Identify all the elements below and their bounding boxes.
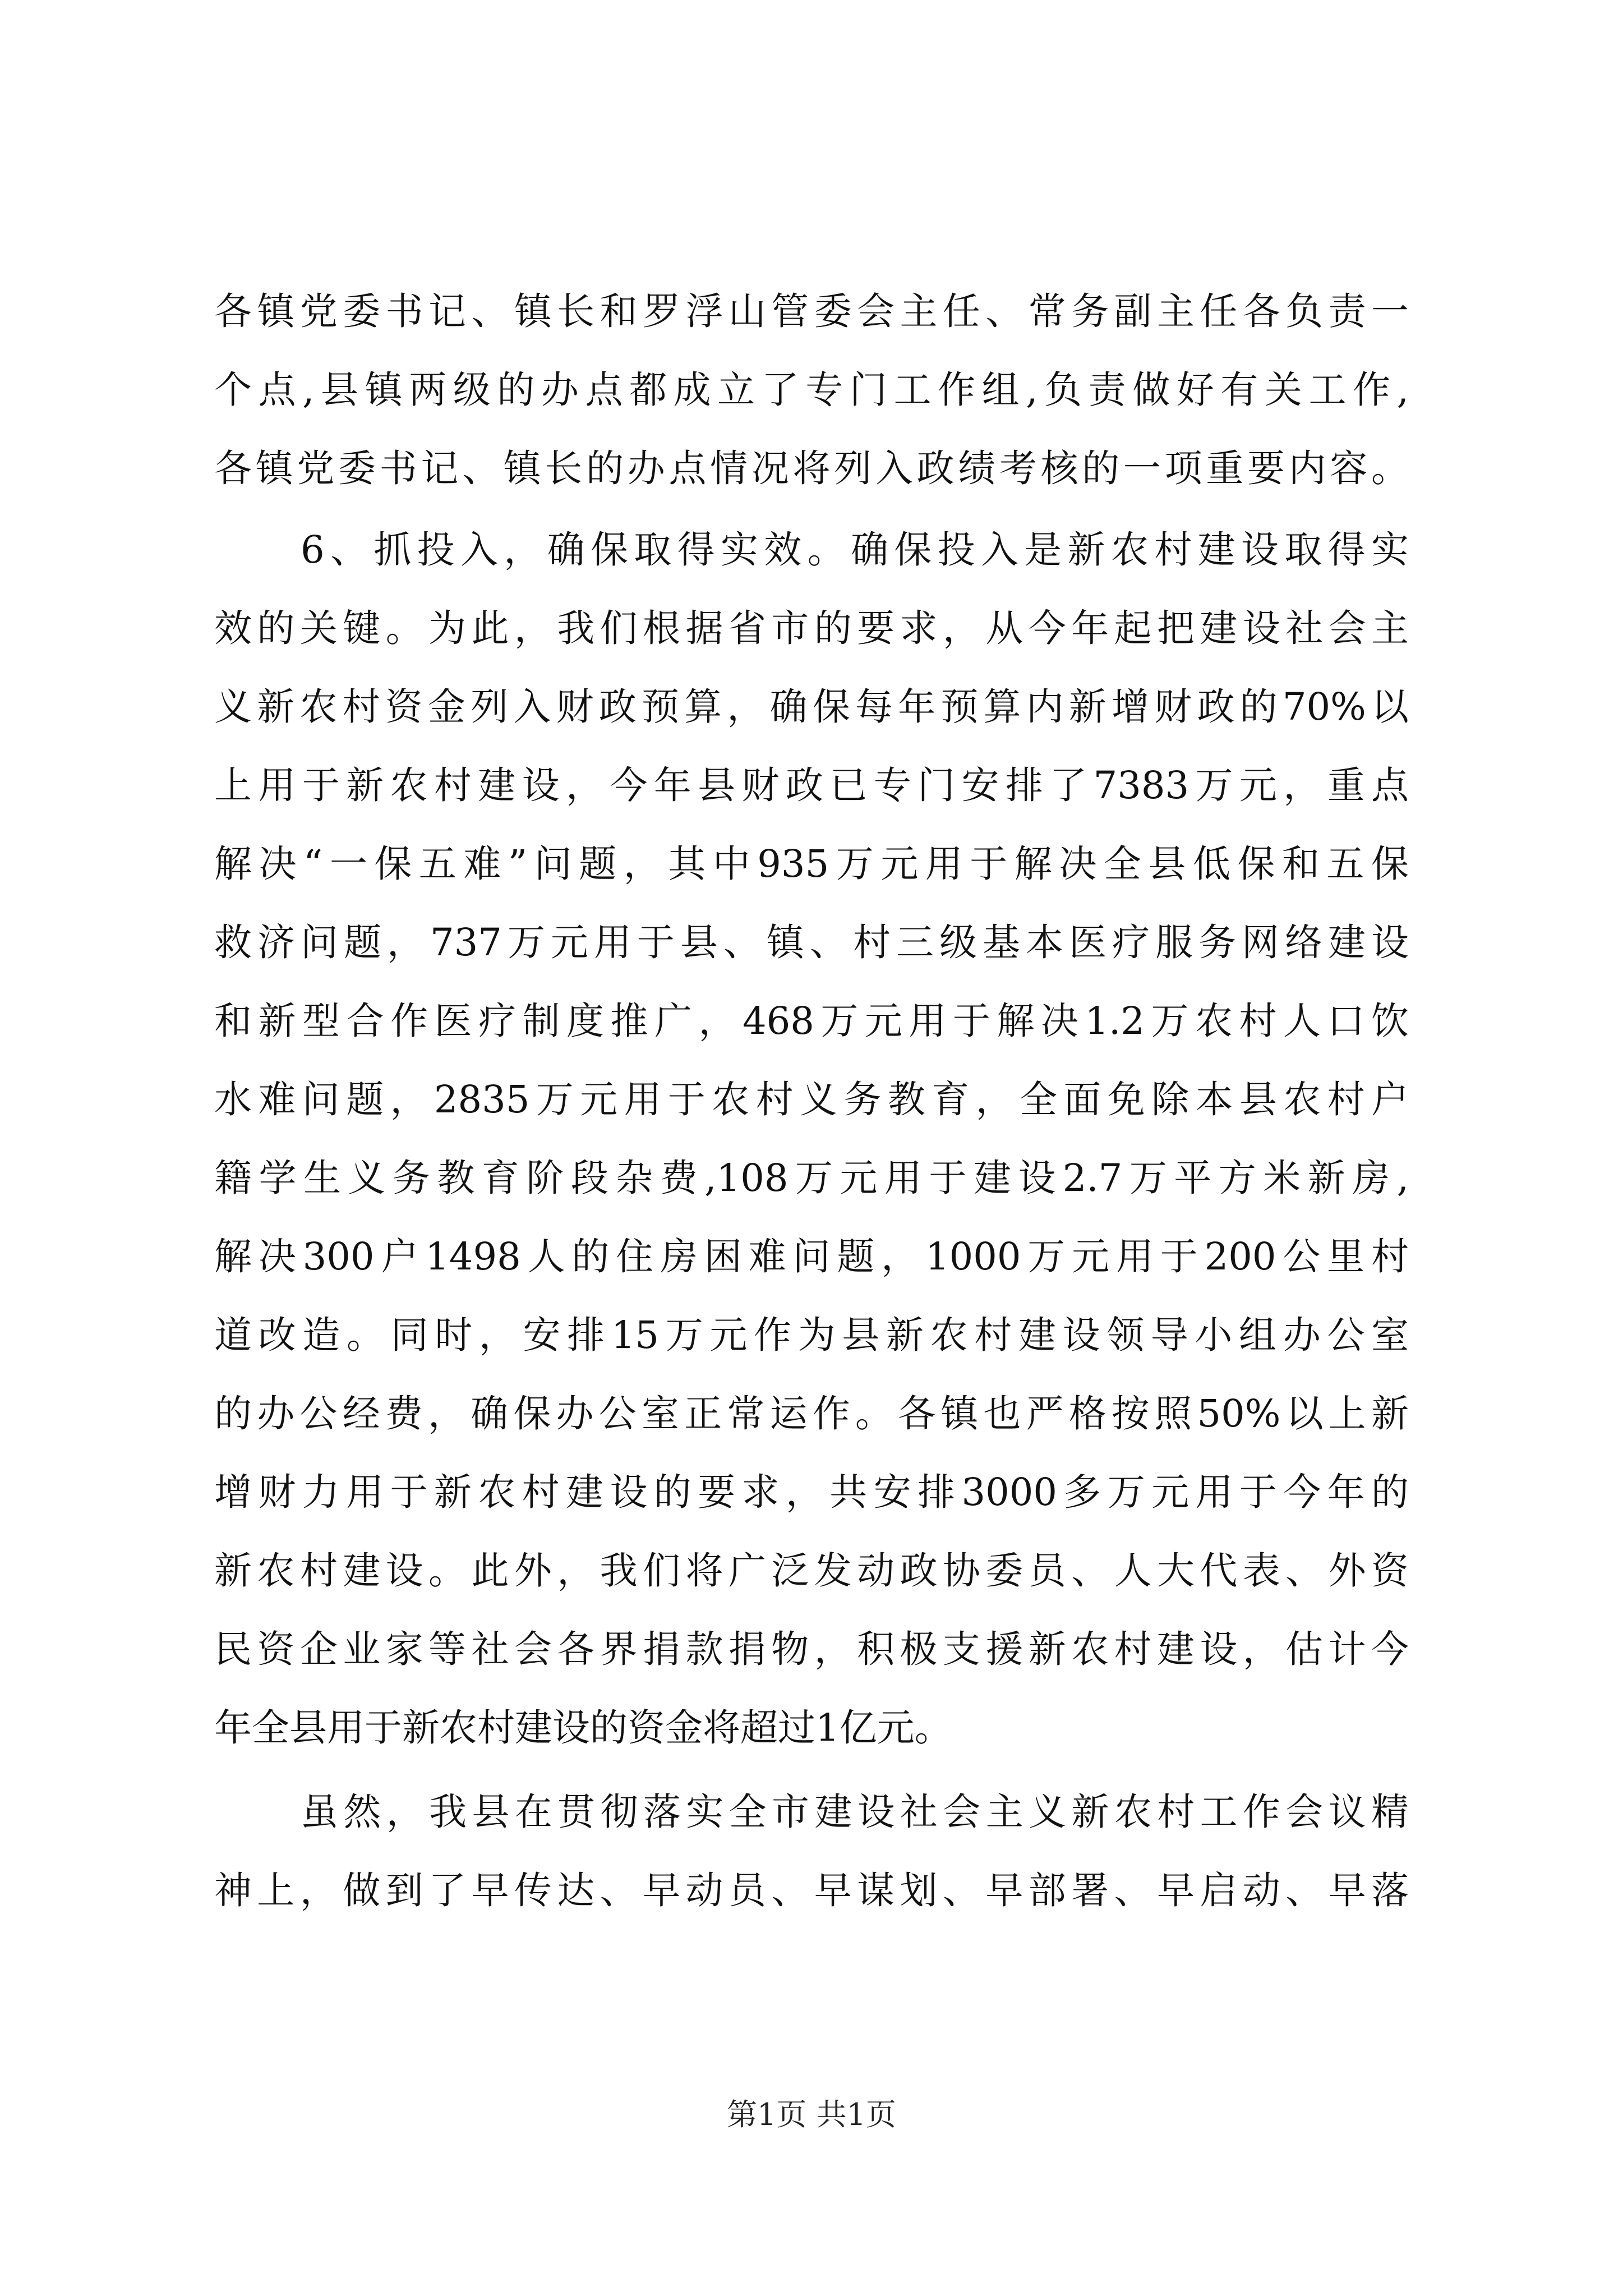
body-text-line: 解决“一保五难”问题，其中935万元用于解决全县低保和五保	[214, 842, 1409, 886]
page-number-footer: 第1页 共1页	[727, 2097, 896, 2132]
body-text-line: 神上，做到了早传达、早动员、早谋划、早部署、早启动、早落	[214, 1869, 1409, 1912]
body-text-line: 个点,县镇两级的办点都成立了专门工作组,负责做好有关工作,	[214, 368, 1409, 412]
body-text-line: 民资企业家等社会各界捐款捐物，积极支援新农村建设，估计今	[214, 1627, 1409, 1671]
paragraph-first-line: 虽然，我县在贯彻落实全市建设社会主义新农村工作会议精	[301, 1790, 1409, 1834]
body-text-line: 效的关键。为此，我们根据省市的要求，从今年起把建设社会主	[214, 606, 1409, 650]
body-text-line: 籍学生义务教育阶段杂费,108万元用于建设2.7万平方米新房,	[214, 1156, 1409, 1200]
body-text-line: 道改造。同时，安排15万元作为县新农村建设领导小组办公室	[214, 1313, 1409, 1357]
paragraph-first-line: 6、抓投入，确保取得实效。确保投入是新农村建设取得实	[301, 528, 1409, 572]
body-text-line: 的办公经费，确保办公室正常运作。各镇也严格按照50%以上新	[214, 1392, 1409, 1435]
body-text-line: 救济问题，737万元用于县、镇、村三级基本医疗服务网络建设	[214, 921, 1409, 964]
body-text-line: 水难问题，2835万元用于农村义务教育，全面免除本县农村户	[214, 1078, 1409, 1121]
body-text-line: 义新农村资金列入财政预算，确保每年预算内新增财政的70%以	[214, 685, 1409, 729]
body-text-line: 新农村建设。此外，我们将广泛发动政协委员、人大代表、外资	[214, 1549, 1409, 1593]
body-text-line: 上用于新农村建设，今年县财政已专门安排了7383万元，重点	[214, 763, 1409, 807]
body-text-line: 解决300户1498人的住房困难问题，1000万元用于200公里村	[214, 1235, 1409, 1278]
body-text-line: 各镇党委书记、镇长和罗浮山管委会主任、常务副主任各负责一	[214, 289, 1409, 333]
paragraph-last-line: 年全县用于新农村建设的资金将超过1亿元。	[214, 1706, 952, 1750]
body-text-line: 和新型合作医疗制度推广，468万元用于解决1.2万农村人口饮	[214, 999, 1409, 1043]
body-text-line: 增财力用于新农村建设的要求，共安排3000多万元用于今年的	[214, 1470, 1409, 1514]
body-text-line: 各镇党委书记、镇长的办点情况将列入政绩考核的一项重要内容。	[214, 447, 1409, 490]
